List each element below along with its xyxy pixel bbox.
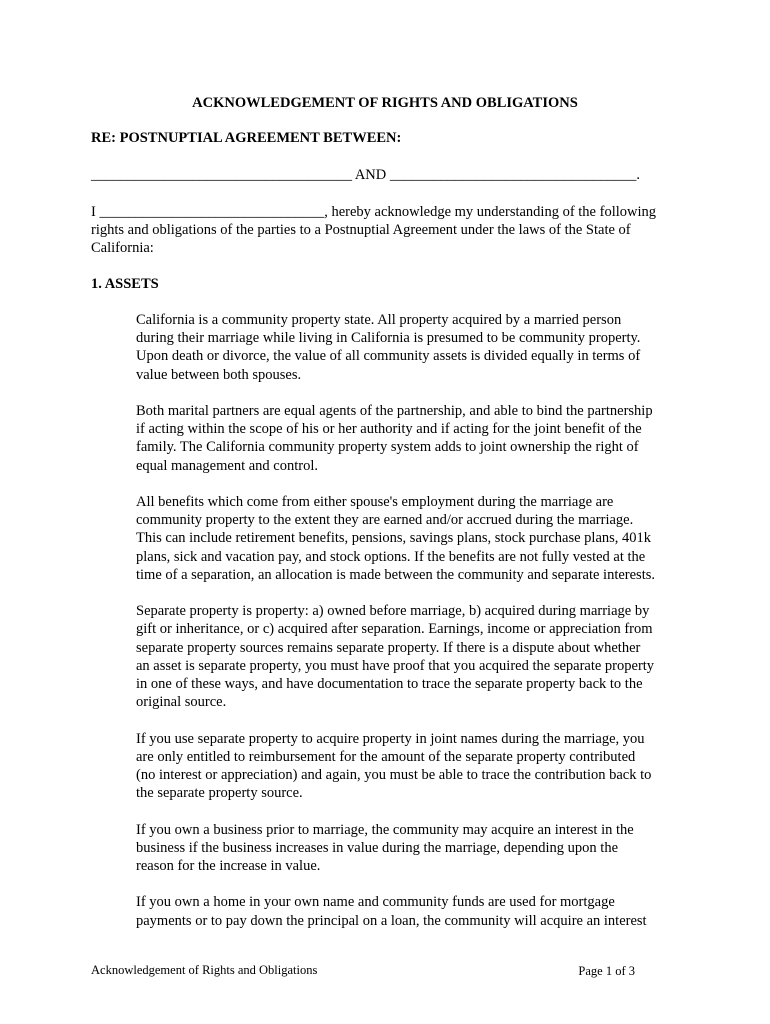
document-title: ACKNOWLEDGEMENT OF RIGHTS AND OBLIGATIONS: [192, 95, 578, 111]
paragraph: [136, 311, 696, 384]
paragraph-line: original source.: [136, 694, 227, 711]
paragraph-line: reason for the increase in value.: [136, 858, 321, 875]
paragraph-line: (no interest or appreciation) and again, you must be able to trace the contribution back to: [136, 767, 652, 784]
paragraph: [136, 402, 696, 475]
acknowledgement-line: rights and obligations of the parties to a Postnuptial Agreement under the laws of the State of: [91, 222, 631, 239]
paragraph-line: If you own a home in your own name and community funds are used for mortgage: [136, 894, 615, 911]
paragraph-line: Upon death or divorce, the value of all community assets is divided equally in terms of: [136, 348, 641, 365]
paragraph-line: community property to the extent they are earned and/or accrued during the marriage.: [136, 512, 634, 529]
paragraph: [136, 493, 696, 584]
paragraph-line: an asset is separate property, you must have proof that you acquired the separate property: [136, 657, 655, 674]
acknowledgement-paragraph: [91, 203, 687, 258]
footer-document-name: Acknowledgement of Rights and Obligations: [91, 963, 318, 977]
paragraph: [136, 821, 696, 876]
paragraph-line: gift or inheritance, or c) acquired after separation. Earnings, income or appreciation from: [136, 621, 653, 638]
paragraph-line: equal management and control.: [136, 457, 318, 474]
paragraph-line: are only entitled to reimbursement for the amount of the separate property contributed: [136, 748, 636, 765]
section-heading-assets: 1. ASSETS: [91, 276, 159, 292]
paragraph: [136, 893, 696, 929]
paragraph-line: payments or to pay down the principal on a loan, the community will acquire an interest: [136, 912, 647, 929]
paragraph-line: Both marital partners are equal agents of the partnership, and able to bind the partnership: [136, 403, 653, 419]
paragraph-line: business if the business increases in value during the marriage, depending upon the: [136, 839, 619, 856]
acknowledgement-line: California:: [91, 240, 154, 257]
acknowledgement-line: I _______________________________, hereby acknowledge my understanding of the following: [91, 204, 657, 220]
paragraph-line: family. The California community property system adds to joint ownership the right of: [136, 439, 639, 456]
paragraph: [136, 730, 696, 803]
paragraph-line: if acting within the scope of his or her authority and if acting for the joint benefit of the: [136, 421, 642, 438]
parties-blank-line: ____________________________________ AND __________________________________.: [91, 167, 640, 183]
paragraph-line: in one of these ways, and have documentation to trace the separate property back to the: [136, 676, 643, 693]
paragraph-line: If you own a business prior to marriage, the community may acquire an interest in the: [136, 821, 634, 838]
paragraph-line: value between both spouses.: [136, 366, 302, 383]
paragraph-line: This can include retirement benefits, pensions, savings plans, stock purchase plans, 401k: [136, 530, 652, 547]
paragraph-line: time of a separation, an allocation is made between the community and separate interests.: [136, 566, 655, 583]
paragraph-line: If you use separate property to acquire property in joint names during the marriage, you: [136, 730, 645, 747]
paragraph-line: during their marriage while living in California is presumed to be community property.: [136, 330, 641, 347]
paragraph-line: separate property sources remains separate property. If there is a dispute about whether: [136, 639, 641, 656]
paragraph-line: All benefits which come from either spouse's employment during the marriage are: [136, 494, 614, 510]
paragraph-line: California is a community property state. All property acquired by a married person: [136, 312, 622, 328]
paragraph-line: Separate property is property: a) owned before marriage, b) acquired during marriage by: [136, 603, 650, 620]
paragraph-line: plans, sick and vacation pay, and stock options. If the benefits are not fully vested at the: [136, 548, 646, 565]
paragraph-line: the separate property source.: [136, 785, 303, 802]
footer-page-number: Page 1 of 3: [578, 964, 635, 978]
section-body-assets: [136, 311, 696, 948]
paragraph: [136, 602, 696, 711]
re-line: RE: POSTNUPTIAL AGREEMENT BETWEEN:: [91, 130, 402, 146]
